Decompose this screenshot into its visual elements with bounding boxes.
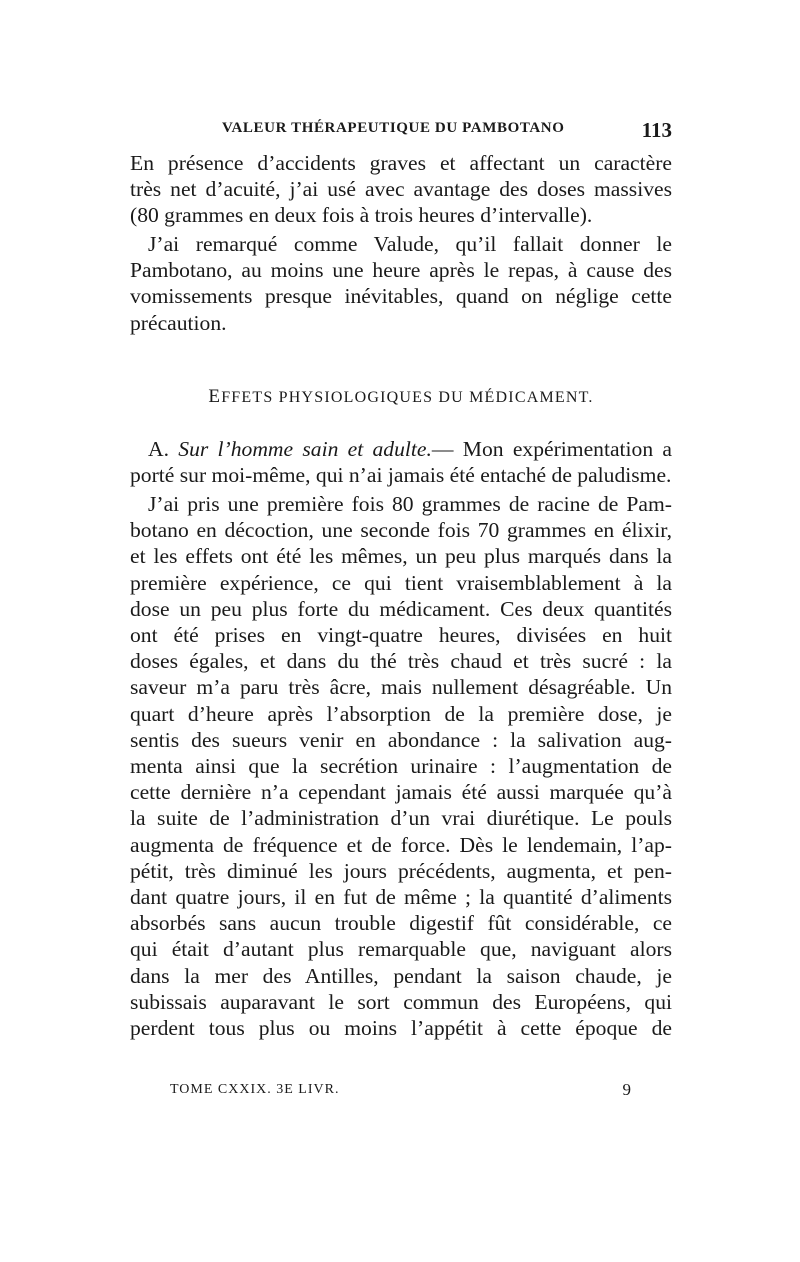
section-heading-rest: FFETS PHYSIOLOGIQUES DU MÉDICAMENT. (221, 389, 594, 406)
text-line: dose un peu plus forte du médicament. Ces deux quantités (130, 596, 672, 621)
text-line: J’ai remarqué comme Valude, qu’il fallait donner le (148, 232, 672, 256)
text-fragment: — Mon expérimentation a (431, 437, 672, 461)
text-line: menta ainsi que la secrétion urinaire : l’augmentation de (130, 754, 672, 779)
text-line: et les effets ont été les mêmes, un peu plus marqués dans la (130, 544, 672, 569)
text-line: Pambotano, au moins une heure après le repas, à cause des (130, 258, 672, 283)
page-footer (130, 1082, 672, 1102)
text-line: précaution. (130, 310, 227, 335)
text-line: (80 grammes en deux fois à trois heures d’intervalle). (130, 203, 593, 228)
section-heading-initial: E (208, 386, 222, 407)
paragraph-experiment-body (130, 491, 672, 1041)
text-line: perdent tous plus ou moins l’appétit à cette époque de (130, 1016, 672, 1041)
signature-mark: TOME CXXIX. 3E LIVR. (170, 1082, 340, 1097)
section-heading (130, 386, 672, 408)
paragraph-doses (130, 150, 672, 229)
text-line: cette dernière n’a cependant jamais été aussi marquée qu’à (130, 780, 672, 805)
running-head (132, 118, 672, 142)
text-line: la suite de l’administration d’un vrai diurétique. Le pouls (130, 806, 672, 831)
text-line: ont été prises en vingt-quatre heures, divisées en huit (130, 623, 672, 648)
sheet-number: 9 (622, 1080, 632, 1099)
subsection-label: A. (148, 437, 169, 461)
text-line: botano en décoction, une seconde fois 70 grammes en élixir, (130, 518, 672, 543)
text-line: J’ai pris une première fois 80 grammes de racine de Pam- (148, 492, 672, 516)
text-line: dant quatre jours, il en fut de même ; la quantité d’aliments (130, 885, 672, 910)
text-line: En présence d’accidents graves et affectant un caractère (130, 151, 672, 175)
text-line: quart d’heure après l’absorption de la première dose, je (130, 701, 672, 726)
text-line: très net d’acuité, j’ai usé avec avantage des doses massives (130, 177, 672, 202)
text-line: première expérience, ce qui tient vraisemblablement à la (130, 570, 672, 595)
text-line: saveur m’a paru très âcre, mais nullement désagréable. Un (130, 675, 672, 700)
subsection-title: Sur l’homme sain et adulte. (178, 437, 432, 461)
text-line: dans la mer des Antilles, pendant la saison chaude, je (130, 963, 672, 988)
text-line: doses égales, et dans du thé très chaud et très sucré : la (130, 649, 672, 674)
text-line: absorbés sans aucun trouble digestif fût considérable, ce (130, 911, 672, 936)
text-line: porté sur moi-même, qui n’ai jamais été entaché de paludisme. (130, 463, 672, 488)
text-line: vomissements presque inévitables, quand on néglige cette (130, 284, 672, 309)
text-line: qui était d’autant plus remarquable que, naviguant alors (130, 937, 672, 962)
text-line: sentis des sueurs venir en abondance : la salivation aug- (130, 727, 672, 752)
text-line: augmenta de fréquence et de force. Dès le lendemain, l’ap- (130, 832, 672, 857)
text-line (130, 436, 672, 462)
text-line: subissais auparavant le sort commun des Européens, qui (130, 989, 672, 1014)
paragraph-precaution (130, 231, 672, 336)
paragraph-experiment-intro (130, 436, 672, 488)
running-title: VALEUR THÉRAPEUTIQUE DU PAMBOTANO (222, 120, 565, 136)
page-number: 113 (641, 118, 672, 142)
text-line: pétit, très diminué les jours précédents, augmenta, et pen- (130, 858, 672, 883)
